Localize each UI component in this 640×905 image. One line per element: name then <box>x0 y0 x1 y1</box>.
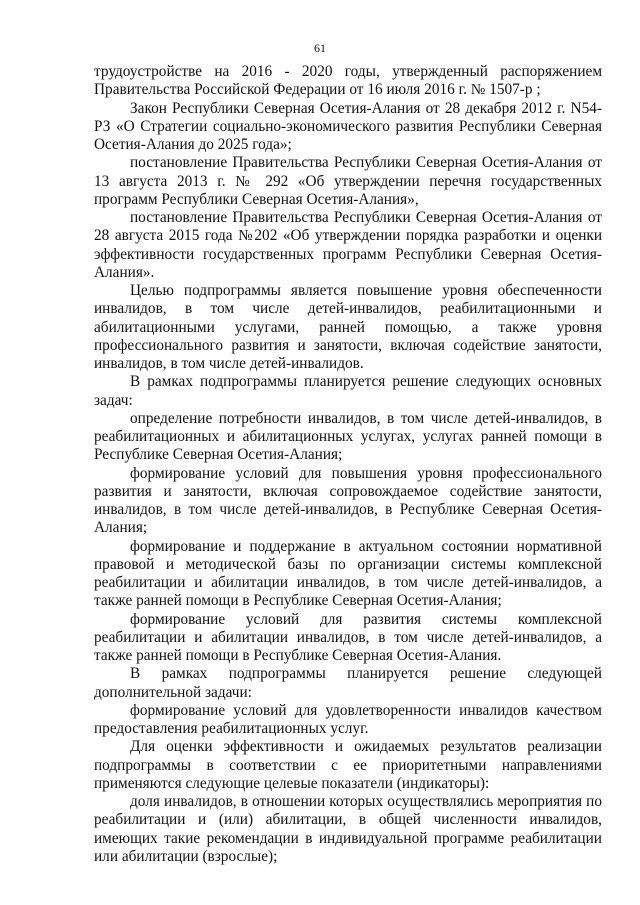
page-body <box>94 63 602 866</box>
paragraph: Целью подпрограммы является повышение уровня обеспеченности инвалидов, в том числе детей-инвалидов, реабилитационными и абилитационными услугами, ранней помощью, а также уровня профессионального развития и занятости, включая содействие занятости, инвалидов, в том числе детей-инвалидов. <box>94 282 602 372</box>
paragraph: формирование условий для удовлетворенности инвалидов качеством предоставления реабилитационных услуг. <box>94 701 602 737</box>
page-number: 61 <box>314 41 326 55</box>
paragraph: формирование и поддержание в актуальном состоянии нормативной правовой и методической базы по организации системы комплексной реабилитации и абилитации инвалидов, в том числе детей-инвалидов, а также ранней помощи в Республике Северная Осетия-Алания; <box>94 537 602 610</box>
paragraph: трудоустройстве на 2016 - 2020 годы, утвержденный распоряжением Правительства Российской Федерации от 16 июля 2016 г. № 1507-р ; <box>94 63 602 99</box>
paragraph: В рамках подпрограммы планируется решение следующей дополнительной задачи: <box>94 665 602 701</box>
paragraph: определение потребности инвалидов, в том числе детей-инвалидов, в реабилитационных и абилитационных услугах, услугах ранней помощи в Республике Северная Осетия-Алания; <box>94 409 602 464</box>
paragraph: В рамках подпрограммы планируется решение следующих основных задач: <box>94 373 602 409</box>
paragraph: постановление Правительства Республики Северная Осетия-Алания от 13 августа 2013 г. № 292 «Об утверждении перечня государственных программ Республики Северная Осетия-Алания», <box>94 154 602 208</box>
paragraph: Для оценки эффективности и ожидаемых результатов реализации подпрограммы в соответствии с ее приоритетными направлениями применяются следующие целевые показатели (индикаторы): <box>94 738 602 792</box>
paragraph: формирование условий для развития системы комплексной реабилитации и абилитации инвалидов, в том числе детей-инвалидов, а также ранней помощи в Республике Северная Осетия-Алания. <box>94 610 602 664</box>
paragraph: постановление Правительства Республики Северная Осетия-Алания от 28 августа 2015 года №202 «Об утверждении порядка разработки и оценки эффективности государственных программ Республики Северная Осетия-Алания». <box>94 209 602 281</box>
paragraph: доля инвалидов, в отношении которых осуществлялись мероприятия по реабилитации и (или) абилитации, в общей численности инвалидов, имеющих такие рекомендации в индивидуальной программе реабилитации или абилитации (взрослые); <box>94 793 602 865</box>
paragraph: Закон Республики Северная Осетия-Алания от 28 декабря 2012 г. N54-РЗ «О Стратегии социально-экономического развития Республики Северная Осетия-Алания до 2025 года»; <box>94 99 602 153</box>
paragraph: формирование условий для повышения уровня профессионального развития и занятости, включая сопровождаемое содействие занятости, инвалидов, в том числе детей-инвалидов, в Республике Северная Осетия-Алания; <box>94 464 602 537</box>
